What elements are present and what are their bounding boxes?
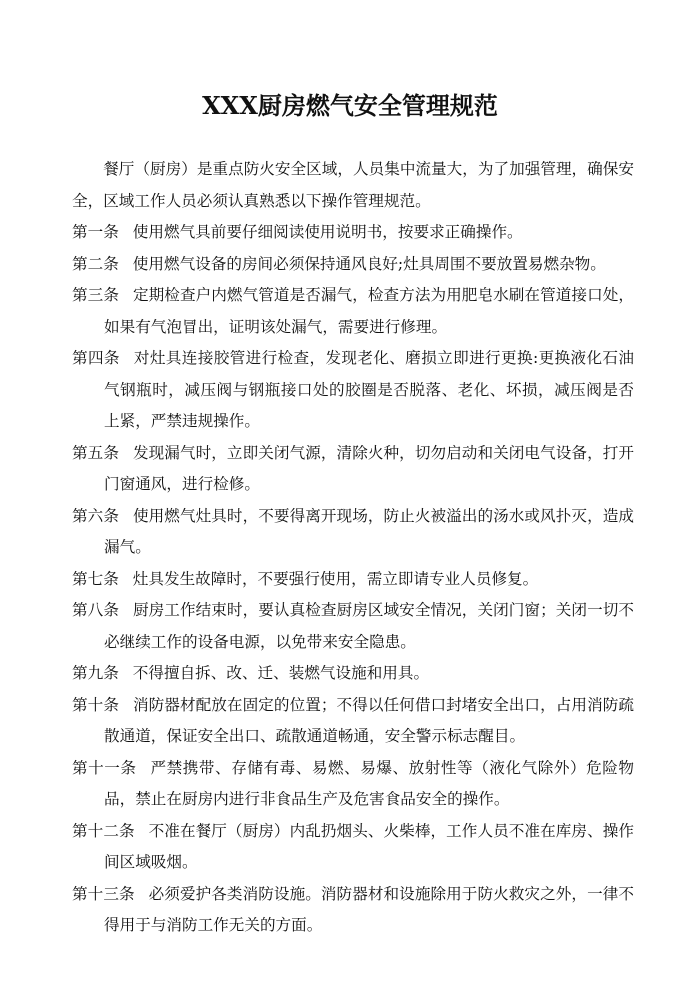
article-text: 必须爱护各类消防设施。消防器材和设施除用于防火救灾之外，一律不得用于与消防工作无关的方面。 xyxy=(104,884,634,934)
article-item xyxy=(72,690,634,753)
article-text: 使用燃气设备的房间必须保持通风良好;灶具周围不要放置易燃杂物。 xyxy=(132,254,606,273)
article-text: 不准在餐厅（厨房）内乱扔烟头、火柴棒，工作人员不准在库房、操作间区域吸烟。 xyxy=(104,821,634,871)
article-item xyxy=(72,280,634,343)
article-item xyxy=(72,879,634,942)
article-number: 第九条 xyxy=(72,664,119,682)
article-number: 第十一条 xyxy=(72,758,137,777)
article-number: 第八条 xyxy=(72,601,119,619)
article-item xyxy=(72,501,634,564)
article-item xyxy=(72,438,634,501)
article-number: 第三条 xyxy=(72,286,119,304)
article-item xyxy=(72,249,634,281)
article-number: 第十三条 xyxy=(72,884,135,903)
article-text: 灶具发生故障时，不要强行使用，需立即请专业人员修复。 xyxy=(132,569,539,588)
article-item xyxy=(72,217,634,249)
article-list xyxy=(72,217,634,942)
document-title: XXX厨房燃气安全管理规范 xyxy=(202,91,498,120)
article-item xyxy=(72,753,634,816)
article-number: 第七条 xyxy=(72,569,119,588)
article-text: 不得擅自拆、改、迁、装燃气设施和用具。 xyxy=(132,664,430,682)
article-text: 消防器材配放在固定的位置；不得以任何借口封堵安全出口，占用消防疏散通道，保证安全出口、疏散通道畅通，安全警示标志醒目。 xyxy=(104,695,634,745)
article-item xyxy=(72,564,634,596)
article-item xyxy=(72,658,634,690)
article-item xyxy=(72,816,634,879)
intro-paragraph: 餐厅（厨房）是重点防火安全区域，人员集中流量大，为了加强管理，确保安全，区域工作人员必须认真熟悉以下操作管理规范。 xyxy=(72,160,634,210)
article-number: 第十条 xyxy=(72,695,119,714)
article-number: 第十二条 xyxy=(72,821,135,840)
article-text: 定期检查户内燃气管道是否漏气，检查方法为用肥皂水刷在管道接口处，如果有气泡冒出，证明该处漏气，需要进行修理。 xyxy=(104,286,634,336)
article-text: 使用燃气具前要仔细阅读使用说明书，按要求正确操作。 xyxy=(132,223,523,241)
article-text: 厨房工作结束时，要认真检查厨房区域安全情况，关闭门窗；关闭一切不必继续工作的设备电源，以免带来安全隐患。 xyxy=(104,601,634,651)
article-text: 严禁携带、存储有毒、易燃、易爆、放射性等（液化气除外）危险物品，禁止在厨房内进行非食品生产及危害食品安全的操作。 xyxy=(104,758,634,808)
article-text: 使用燃气灶具时，不要得离开现场，防止火被溢出的汤水或风扑灭，造成漏气。 xyxy=(104,506,634,556)
article-number: 第五条 xyxy=(72,443,119,462)
article-item xyxy=(72,595,634,658)
article-number: 第一条 xyxy=(72,223,119,241)
article-number: 第六条 xyxy=(72,506,119,525)
article-number: 第四条 xyxy=(72,349,120,367)
article-text: 发现漏气时，立即关闭气源，清除火种，切勿启动和关闭电气设备，打开门窗通风，进行检修。 xyxy=(104,443,634,493)
article-text: 对灶具连接胶管进行检查，发现老化、磨损立即进行更换:更换液化石油气钢瓶时，减压阀与钢瓶接口处的胶圈是否脱落、老化、坏损，减压阀是否上紧，严禁违规操作。 xyxy=(104,349,634,430)
article-number: 第二条 xyxy=(72,254,119,273)
article-item xyxy=(72,343,634,438)
